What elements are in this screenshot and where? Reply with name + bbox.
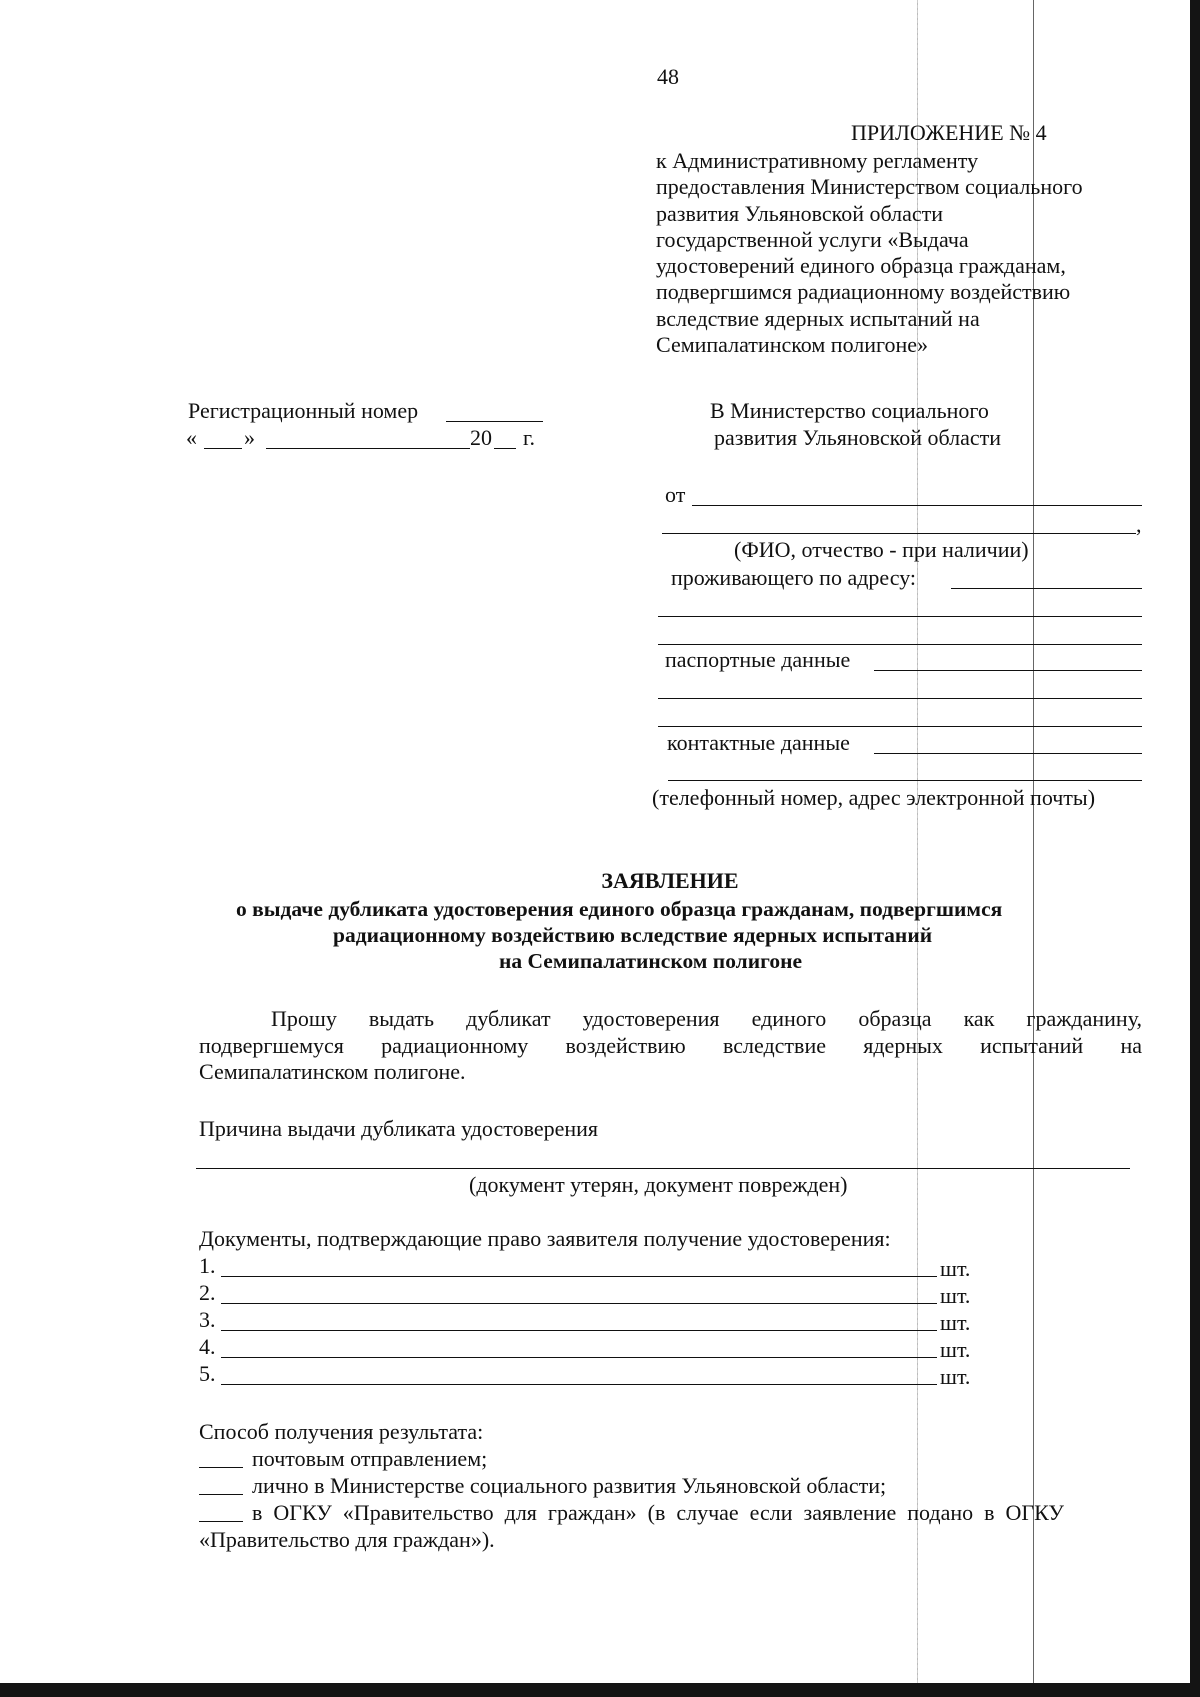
delivery-option-in-person: лично в Министерстве социального развития Ульяновской области;: [252, 1473, 887, 1498]
date-open-quote: «: [186, 425, 197, 450]
statement-body-line: Прошу выдать дубликат удостоверения единого образца как гражданину,: [271, 1006, 1142, 1031]
appendix-line: вследствие ядерных испытаний на: [656, 305, 980, 331]
delivery-option-checkbox-ogku[interactable]: [199, 1521, 243, 1522]
statement-title: ЗАЯВЛЕНИЕ: [601, 868, 739, 893]
address-label: проживающего по адресу:: [671, 565, 917, 590]
statement-subtitle-line: о выдаче дубликата удостоверения единого образца гражданам, подвергшимся: [236, 897, 1003, 921]
document-item-unit: шт.: [940, 1283, 971, 1308]
page-number: 48: [657, 64, 679, 89]
contacts-field[interactable]: [874, 753, 1142, 754]
passport-field[interactable]: [874, 670, 1142, 671]
reason-field[interactable]: [196, 1168, 1130, 1169]
passport-field-3[interactable]: [658, 726, 1142, 727]
appendix-line: Семипалатинском полигоне»: [656, 332, 929, 358]
delivery-option-checkbox-mail[interactable]: [199, 1467, 243, 1468]
document-item-field[interactable]: [221, 1303, 937, 1304]
addressee-line: развития Ульяновской области: [714, 425, 1002, 450]
document-item-unit: шт.: [940, 1256, 971, 1281]
appendix-line: государственной услуги «Выдача: [656, 226, 969, 252]
delivery-heading: Способ получения результата:: [199, 1419, 484, 1444]
comma: ,: [1136, 512, 1142, 537]
document-item-unit: шт.: [940, 1310, 971, 1335]
statement-body-line: Семипалатинском полигоне.: [199, 1059, 466, 1084]
date-close-quote: »: [244, 425, 255, 450]
appendix-text: [656, 148, 1083, 358]
passport-field-2[interactable]: [658, 698, 1142, 699]
reason-label: Причина выдачи дубликата удостоверения: [199, 1116, 599, 1141]
address-field-2[interactable]: [658, 616, 1142, 617]
appendix-line: к Административному регламенту: [656, 148, 979, 173]
contacts-field-2[interactable]: [668, 780, 1142, 781]
document-item-field[interactable]: [221, 1384, 937, 1385]
address-field[interactable]: [951, 588, 1142, 589]
statement-subtitle-line: радиационному воздействию вследствие ядерных испытаний: [333, 923, 933, 947]
appendix-title: ПРИЛОЖЕНИЕ № 4: [851, 120, 1047, 145]
from-label: от: [665, 482, 686, 507]
date-year-field[interactable]: [494, 448, 516, 449]
contacts-label: контактные данные: [667, 730, 850, 755]
applicant-name-field-2[interactable]: [662, 533, 1136, 534]
statement-body-line: подвергшемуся радиационному воздействию вследствие ядерных испытаний на: [199, 1032, 1142, 1058]
delivery-option-mail: почтовым отправлением;: [252, 1446, 488, 1471]
date-month-field[interactable]: [266, 448, 470, 449]
reason-hint: (документ утерян, документ поврежден): [469, 1172, 848, 1197]
document-item-number: 5.: [199, 1361, 216, 1386]
registration-number-field[interactable]: [446, 421, 543, 422]
appendix-line: удостоверений единого образца гражданам,: [656, 253, 1066, 279]
delivery-option-ogku-continuation: «Правительство для граждан»).: [199, 1527, 495, 1552]
document-item-unit: шт.: [940, 1364, 971, 1389]
statement-body: [199, 1006, 1142, 1086]
appendix-line: предоставления Министерством социального: [656, 174, 1083, 200]
document-item-number: 4.: [199, 1334, 216, 1359]
addressee-line: В Министерство социального: [710, 398, 989, 423]
statement-subtitle-line: на Семипалатинском полигоне: [499, 949, 803, 973]
delivery-option-ogku: в ОГКУ «Правительство для граждан» (в случае если заявление подано в ОГКУ: [252, 1500, 1064, 1525]
appendix-line: развития Ульяновской области: [656, 200, 944, 226]
fio-hint: (ФИО, отчество - при наличии): [734, 537, 1029, 562]
date-year-prefix: 20: [470, 425, 492, 450]
address-field-3[interactable]: [658, 644, 1142, 645]
document-item-number: 1.: [199, 1253, 216, 1278]
document-item-field[interactable]: [221, 1330, 937, 1331]
documents-heading: Документы, подтверждающие право заявителя получение удостоверения:: [199, 1226, 891, 1251]
date-day-field[interactable]: [204, 448, 242, 449]
document-item-field[interactable]: [221, 1276, 937, 1277]
contacts-hint: (телефонный номер, адрес электронной почты): [652, 785, 1096, 810]
date-year-suffix: г.: [523, 425, 536, 450]
document-item-number: 3.: [199, 1307, 216, 1332]
scan-border-bottom: [0, 1683, 1200, 1697]
appendix-line: подвергшимся радиационному воздействию: [656, 279, 1071, 305]
document-item-number: 2.: [199, 1280, 216, 1305]
passport-label: паспортные данные: [665, 647, 851, 672]
document-item-unit: шт.: [940, 1337, 971, 1362]
scan-border-right: [1190, 0, 1200, 1697]
applicant-name-field[interactable]: [692, 505, 1142, 506]
delivery-option-checkbox-in-person[interactable]: [199, 1494, 243, 1495]
document-item-field[interactable]: [221, 1357, 937, 1358]
registration-label: Регистрационный номер: [188, 398, 419, 423]
